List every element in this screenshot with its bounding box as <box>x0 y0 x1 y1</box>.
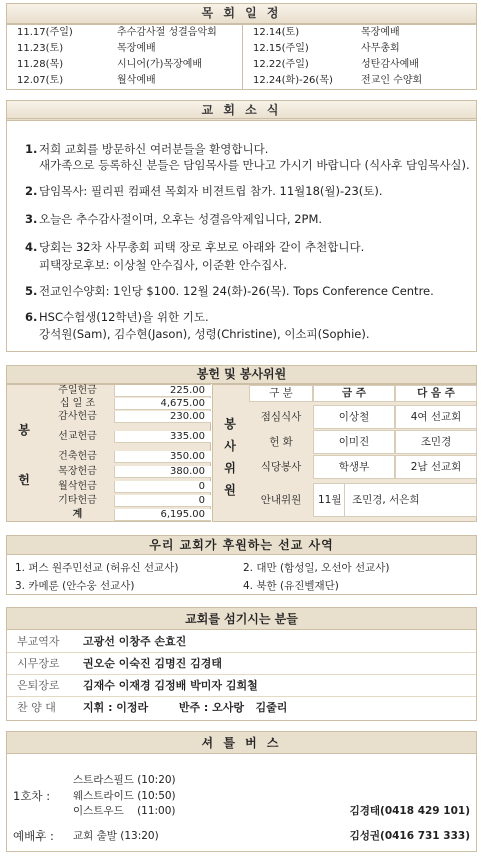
servant-row: 부교역자 고광선 이창주 손효진 <box>7 631 476 653</box>
usher-cell <box>313 483 477 517</box>
offering-side-label: 봉 헌 <box>18 423 30 487</box>
usher-label: 안내위원 <box>249 483 313 517</box>
mission-header: 우리 교회가 후원하는 선교 사역 <box>7 536 476 555</box>
volunteer-this-week: 이상철 <box>313 405 395 429</box>
volunteer-role: 식당봉사 <box>249 455 313 479</box>
offering-row: 십 일 조 4,675.00 <box>41 398 211 410</box>
shuttle-driver1: 김경태(0418 429 101) <box>349 805 470 817</box>
volunteer-next-week: 조민경 <box>395 430 477 454</box>
offering-header: 봉헌 및 봉사위원 <box>6 365 477 384</box>
servant-row: 시무장로 권오순 이숙진 김명진 김경태 <box>7 653 476 675</box>
usher-month: 11월 <box>318 494 342 506</box>
schedule-left-column <box>7 25 242 89</box>
schedule-header: 목 회 일 정 <box>6 3 477 24</box>
mission-item: 2. 대만 (함성일, 오선아 선교사) <box>243 562 390 574</box>
schedule-row: 12.14(토) 목장예배 <box>253 27 400 38</box>
mission-item: 4. 북한 (유진벨재단) <box>243 580 339 592</box>
schedule-right-column <box>242 25 477 89</box>
volunteer-next-week: 2남 선교회 <box>395 455 477 479</box>
mission-item: 1. 퍼스 원주민선교 (허유신 선교사) <box>15 562 179 574</box>
offering-table <box>6 384 211 522</box>
schedule-row: 12.24(화)-26(목) 전교인 수양회 <box>253 75 423 86</box>
volunteer-table <box>212 384 477 522</box>
offering-row: 월삭헌금 0 <box>41 481 211 493</box>
offering-row: 기타헌금 0 <box>41 495 211 507</box>
offering-row: 건축헌금 350.00 <box>41 451 211 463</box>
shuttle-car1-label: 1호차 : <box>13 789 51 803</box>
shuttle-stop: 이스트우드 (11:00) <box>73 805 176 817</box>
offering-row: 선교헌금 335.00 <box>41 431 211 443</box>
offering-row: 주일헌금 225.00 <box>41 385 211 397</box>
shuttle-driver2: 김성권(0416 731 333) <box>349 830 470 842</box>
schedule-row: 12.07(토) 월삭예배 <box>17 75 156 86</box>
mission-box <box>6 535 477 595</box>
shuttle-return-label: 예배후 : <box>13 829 54 843</box>
offering-row: 감사헌금 230.00 <box>41 411 211 423</box>
servants-box <box>6 607 477 721</box>
offering-row: 목장헌금 380.00 <box>41 466 211 478</box>
news-header: 교 회 소 식 <box>6 100 477 121</box>
shuttle-stop: 스트라스필드 (10:20) <box>73 774 176 786</box>
volunteer-role: 점심식사 <box>249 405 313 429</box>
schedule-row: 12.22(주일) 성탄감사예배 <box>253 59 419 70</box>
schedule-table <box>6 24 477 90</box>
volunteer-header-this-week: 금 주 <box>313 385 395 402</box>
shuttle-stop: 웨스트라이드 (10:50) <box>73 790 176 802</box>
news-list: 1. 저희 교회를 방문하신 여러분들을 환영합니다. 새가족으로 등록하신 분들은 담임목사를 만나고 가시기 바랍니다 (식사후 담임목사실). 2. 담임목사: 필리핀 컴패션 목회자 비젼트립 참가. 11월18(월)-23(토). 3. 오늘은 추수감사절이며, 오후는 성결음악제입니다, 2PM. 4. 당회는 32차 사무총회 피택 장로 후보로 아래와 같이 추천합니다. 피택장로후보: 이상철 안수집사, 이준환 안수집사. 5. 전교인수양회: 1인당 $100. 12월 24(화)-26(목). Tops Conference Centre. 6. HSC수험생(12학년)을 위한 기도. 강석원(Sam), 김수현(Jason), 성령(Christine), 이소피(Sophie). <box>6 118 477 352</box>
volunteer-header-role: 구 분 <box>249 385 313 402</box>
schedule-row: 12.15(주일) 사무총회 <box>253 43 400 54</box>
volunteer-role: 헌 화 <box>249 430 313 454</box>
offering-total-row: 계 6,195.00 <box>41 509 211 521</box>
volunteer-side-label: 봉 사 위 원 <box>224 417 236 497</box>
volunteer-this-week: 학생부 <box>313 455 395 479</box>
shuttle-box <box>6 731 477 852</box>
shuttle-return-text: 교회 출발 (13:20) <box>73 830 159 842</box>
shuttle-header: 셔 틀 버 스 <box>7 732 476 754</box>
usher-names: 조민경, 서은희 <box>352 494 420 506</box>
servant-row: 은퇴장로 김재수 이재경 김정배 박미자 김희철 <box>7 675 476 697</box>
servant-row: 찬 양 대 지휘 : 이정라 반주 : 오사랑 김줄리 <box>17 701 288 714</box>
schedule-row: 11.23(토) 목장예배 <box>17 43 156 54</box>
schedule-row: 11.17(주일) 추수감사절 성결음악회 <box>17 27 217 38</box>
servants-header: 교회를 섬기시는 분들 <box>7 608 476 630</box>
mission-item: 3. 카메룬 (안수웅 선교사) <box>15 580 135 592</box>
volunteer-this-week: 이미진 <box>313 430 395 454</box>
volunteer-next-week: 4여 선교회 <box>395 405 477 429</box>
schedule-row: 11.28(목) 시니어(가)목장예배 <box>17 59 203 70</box>
volunteer-header-next-week: 다 음 주 <box>395 385 477 402</box>
